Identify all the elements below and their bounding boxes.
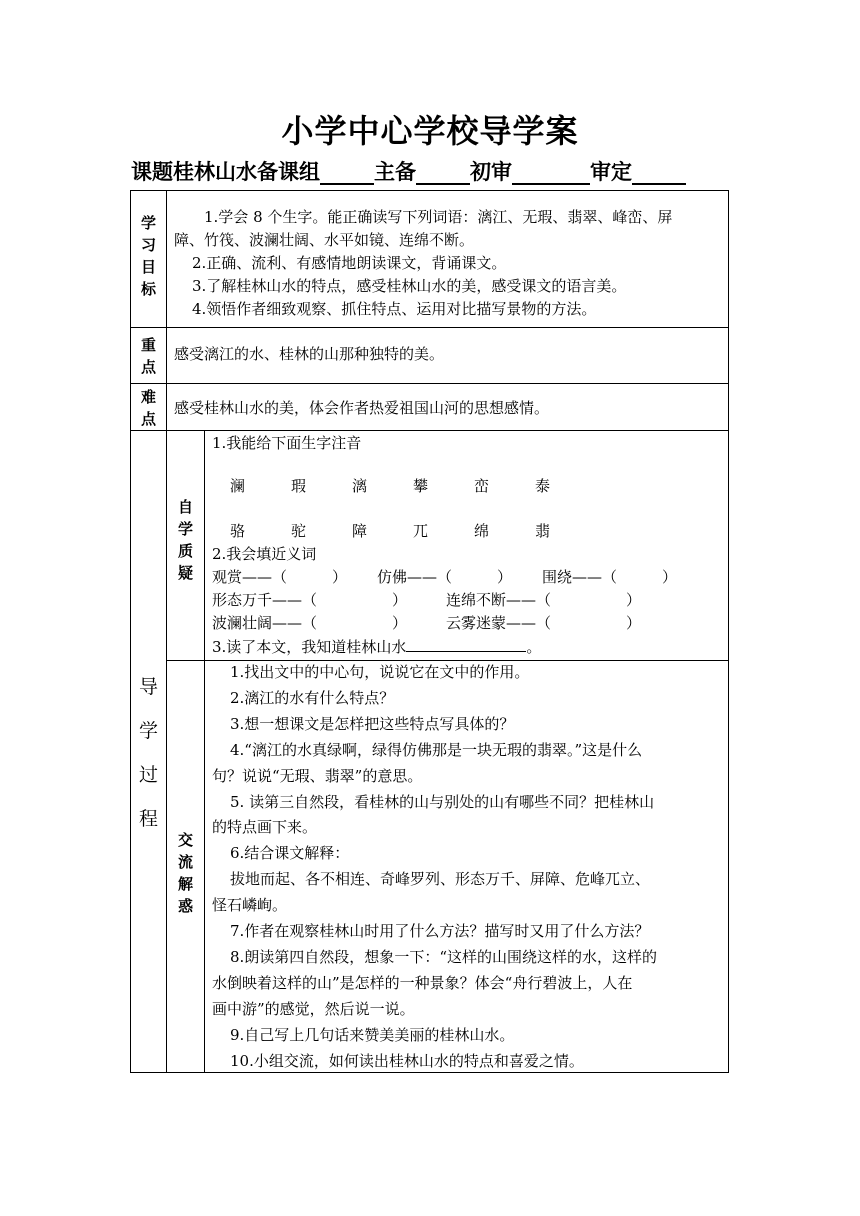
- discussion-content: 1.找出文中的中心句，说说它在文中的作用。 2.漓江的水有什么特点？ 3.想一想课文是怎样把这些特点写具体的？ 4.“漓江的水真绿啊，绿得仿佛那是一块无瑕的翡翠。”这是什么 句？说说“无瑕、翡翠”的意思。 5. 读第三自然段，看桂林的山与别处的山有哪些不同？把桂林山 的特点画下来。 6.结合课文解释： 拔地而起、各不相连、奇峰罗列、形态万千、屏障、危峰兀立、 怪石嶙峋。 7.作者在观察桂林山时用了什么方法？描写时又用了什么方法？ 8.朗读第四自然段，想象一下：“这样的山围绕这样的水，这样的 水倒映着这样的山”是怎样的一种景象？体会“舟行碧波上，人在 画中游”的感觉，然后说一说。 9.自己写上几句话来赞美美丽的桂林山水。 10.小组交流，如何读出桂林山水的特点和喜爱之情。: [212, 663, 657, 1070]
- objectives-label: 学 习 目 标: [140, 214, 156, 298]
- group-blank: [320, 163, 374, 185]
- final-review-label: 审定: [590, 159, 632, 184]
- self-study-content: [212, 432, 724, 659]
- self-study-label: 自 学 质 疑: [177, 498, 193, 582]
- first-review-blank: [512, 163, 590, 185]
- header-line: [131, 159, 686, 185]
- row-divider: [130, 430, 729, 431]
- main-blank: [416, 163, 470, 185]
- row-divider: [130, 383, 729, 384]
- synonyms-row-2: 形态万千——（ ） 连绵不断——（ ）: [212, 591, 642, 609]
- key-point-label: 重 点: [140, 336, 156, 376]
- column-divider: [204, 430, 205, 1073]
- answer-blank: [406, 635, 526, 652]
- difficulty-text: 感受桂林山水的美，体会作者热爱祖国山河的思想感情。: [174, 399, 550, 417]
- course-label: 课题桂林山水备课组: [131, 159, 320, 184]
- question-1: 1.我能给下面生字注音: [212, 434, 362, 452]
- first-review-label: 初审: [470, 159, 512, 184]
- main-label: 主备: [374, 159, 416, 184]
- pinyin-chars-row-1: 澜 瑕 漓 攀 峦 泰: [230, 477, 551, 495]
- difficulty-label: 难 点: [140, 388, 156, 428]
- column-divider: [166, 190, 167, 1073]
- question-3: 3.读了本文，我知道桂林山水 。: [212, 635, 724, 659]
- synonyms-row-1: 观赏——（ ） 仿佛——（ ） 围绕——（ ）: [212, 568, 678, 586]
- pinyin-chars-row-2: 骆 驼 障 兀 绵 翡: [230, 522, 551, 540]
- key-point-text: 感受漓江的水、桂林的山那种独特的美。: [174, 345, 445, 363]
- guide-process-label: 导 学 过 程: [138, 676, 158, 830]
- row-divider: [130, 327, 729, 328]
- synonyms-row-3: 波澜壮阔——（ ） 云雾迷蒙——（ ）: [212, 614, 642, 632]
- discussion-label: 交 流 解 惑: [177, 831, 193, 915]
- final-review-blank: [632, 163, 686, 185]
- objectives-text: 1.学会 8 个生字。能正确读写下列词语：漓江、无瑕、翡翠、峰峦、屏 障、竹筏、波澜壮阔、水平如镜、连绵不断。 2.正确、流利、有感情地朗读课文，背诵课文。 3.了解桂林山水的特点，感受桂林山水的美，感受课文的语言美。 4.领悟作者细致观察、抓住特点、运用对比描写景物的方法。: [174, 208, 673, 318]
- question-2: 2.我会填近义词: [212, 545, 317, 563]
- page-title: 小学中心学校导学案: [281, 112, 579, 150]
